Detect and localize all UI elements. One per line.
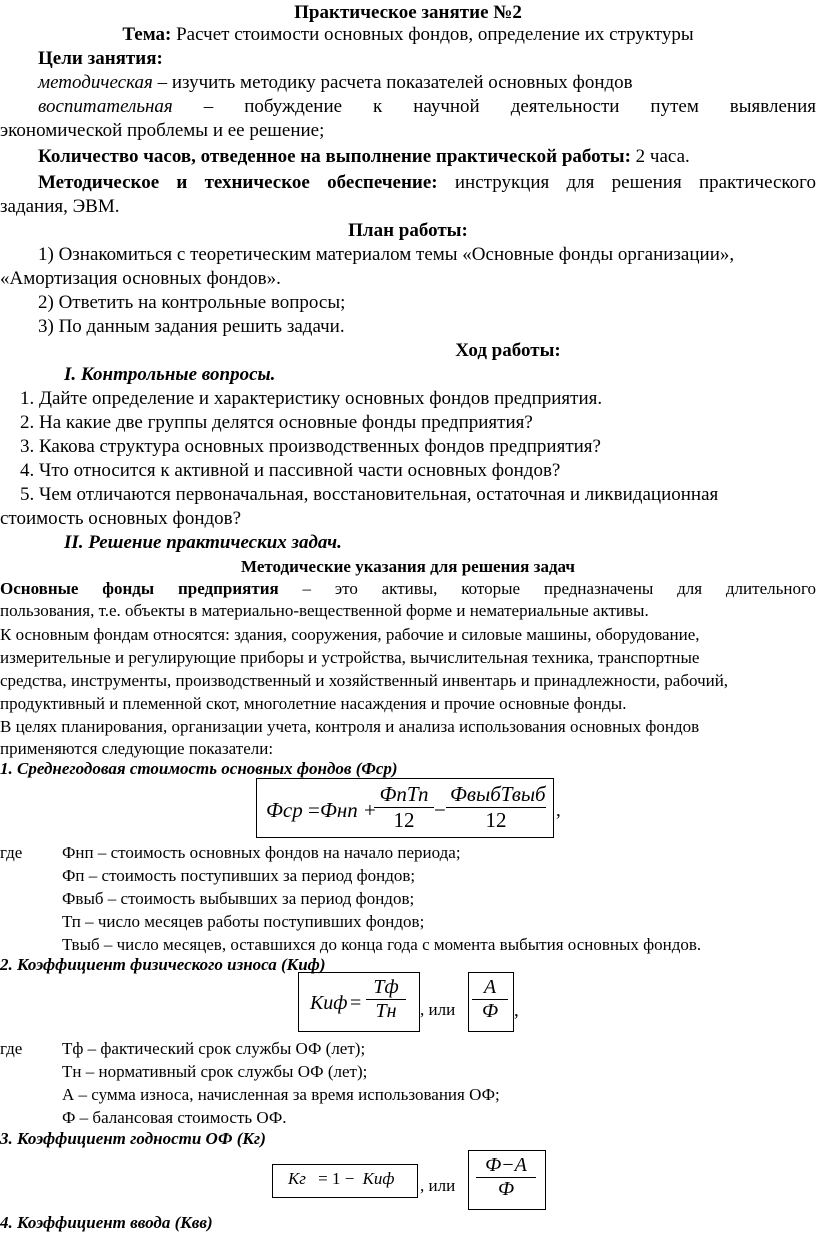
formula-2-tail: , <box>514 1000 519 1021</box>
question-1: 1. Дайте определение и характеристику основных фондов предприятия. <box>20 388 603 409</box>
question-3: 3. Какова структура основных производственных фондов предприятия? <box>20 436 601 457</box>
indicator-4-title: 4. Коэффициент ввода (Квв) <box>0 1213 213 1232</box>
formula-1-frac1 <box>374 782 434 833</box>
formula-3-rhs: Киф <box>362 1169 395 1188</box>
where-1-item-5: Твыб – число месяцев, оставшихся до конца года с момента выбытия основных фондов. <box>62 935 702 954</box>
section-1-title: I. Контрольные вопросы. <box>64 364 276 385</box>
question-5: 5. Чем отличаются первоначальная, восстановительная, остаточная и ликвидационная <box>20 484 719 505</box>
formula-3-alt-num: Ф−А <box>476 1154 536 1178</box>
definition-text: – это активы, которые предназначены для длительного <box>278 579 816 598</box>
assets-list-4: продуктивный и племенной скот, многолетние насаждения и прочие основные фонды. <box>0 694 627 713</box>
goal2-label: воспитательная <box>38 96 173 117</box>
formula-3-lhs: Кг <box>288 1169 306 1188</box>
formula-2-num: Тф <box>366 976 406 1000</box>
indicators-intro-1: В целях планирования, организации учета, контроля и анализа использования основных фондов <box>0 717 700 736</box>
topic-text: Расчет стоимости основных фондов, определение их структуры <box>171 24 694 45</box>
where-1-item-1: Фнп – стоимость основных фондов на начало периода; <box>62 843 461 862</box>
where-1-item-4: Тп – число месяцев работы поступивших фондов; <box>62 912 425 931</box>
question-2: 2. На какие две группы делятся основные фонды предприятия? <box>20 412 533 433</box>
goals-label: Цели занятия: <box>38 48 163 69</box>
support-text: инструкция для решения практического <box>437 172 816 193</box>
formula-1-den2: 12 <box>485 808 507 832</box>
formula-3-or: , или <box>420 1176 456 1195</box>
formula-3 <box>288 1169 394 1189</box>
support-continuation: задания, ЭВМ. <box>0 196 120 217</box>
formula-3-eq: = 1 − <box>318 1169 355 1188</box>
page-title: Практическое занятие №2 <box>294 2 522 23</box>
formula-1-tail: , <box>556 800 561 821</box>
formula-2-eq: = <box>350 992 362 1014</box>
formula-1-num1: ФпТп <box>374 782 434 808</box>
support-line <box>0 172 816 194</box>
formula-2-alt-frac <box>472 976 508 1023</box>
definition-line <box>0 578 816 600</box>
hours-value: 2 часа. <box>630 146 690 167</box>
assets-list-2: измерительные и регулирующие приборы и устройства, вычислительная техника, транспортные <box>0 648 700 667</box>
goal1-text: – изучить методику расчета показателей основных фондов <box>152 72 633 93</box>
progress-title: Ход работы: <box>455 340 561 361</box>
assets-list-3: средства, инструменты, производственный и хозяйственный инвентарь и принадлежности, рабочий, <box>0 671 729 690</box>
formula-1-term1: Фнп <box>320 798 358 822</box>
indicator-2-title: 2. Коэффициент физического износа (Киф) <box>0 955 326 974</box>
indicator-3-title: 3. Коэффициент годности ОФ (Кг) <box>0 1129 266 1148</box>
plan-item-1-continuation: «Амортизация основных фондов». <box>0 268 281 289</box>
topic-line <box>0 24 816 46</box>
formula-2-alt-den: Ф <box>481 1000 499 1022</box>
formula-3-alt-den: Ф <box>497 1178 515 1200</box>
where-2-item-4: Ф – балансовая стоимость ОФ. <box>62 1108 287 1127</box>
goal-methodical <box>0 72 816 94</box>
where-1-item-2: Фп – стоимость поступивших за период фондов; <box>62 866 416 885</box>
goal1-label: методическая <box>38 72 153 93</box>
question-4: 4. Что относится к активной и пассивной части основных фондов? <box>20 460 561 481</box>
formula-2-alt-num: А <box>472 976 508 1000</box>
goal2-continuation: экономической проблемы и ее решение; <box>0 120 325 141</box>
definition-continuation: пользования, т.е. объекты в материально-вещественной форме и нематериальные активы. <box>0 601 649 620</box>
method-title: Методические указания для решения задач <box>241 557 575 576</box>
plan-item-1: 1) Ознакомиться с теоретическим материалом темы «Основные фонды организации», <box>38 244 735 265</box>
plan-item-3: 3) По данным задания решить задачи. <box>38 316 345 337</box>
plan-title: План работы: <box>348 220 468 241</box>
where-1-line-1 <box>0 842 816 864</box>
hours-line <box>0 146 816 168</box>
formula-2-frac <box>366 976 406 1023</box>
section-2-title: II. Решение практических задач. <box>64 532 342 553</box>
formula-2-lhs: Киф <box>310 992 348 1014</box>
formula-2-or: , или <box>420 1000 456 1019</box>
formula-2-den: Тн <box>375 1000 397 1022</box>
where-label-2: где <box>0 1039 23 1058</box>
formula-1-num2: ФвыбТвыб <box>446 782 546 808</box>
assets-list-1: К основным фондам относятся: здания, сооружения, рабочие и силовые машины, оборудование, <box>0 625 700 644</box>
where-2-item-1: Тф – фактический срок службы ОФ (лет); <box>62 1039 366 1058</box>
formula-1-eq: = <box>308 798 320 822</box>
formula-1-minus: − <box>434 798 446 822</box>
formula-1-lhs: Фср <box>266 798 303 822</box>
formula-1-plus: + <box>364 798 376 822</box>
goal2-text: – побуждение к научной деятельности путем выявления <box>172 96 816 117</box>
where-2-item-3: А – сумма износа, начисленная за время использования ОФ; <box>62 1085 500 1104</box>
topic-label: Тема: <box>122 24 172 45</box>
formula-3-alt-frac <box>476 1154 536 1201</box>
plan-item-2: 2) Ответить на контрольные вопросы; <box>38 292 346 313</box>
question-5-continuation: стоимость основных фондов? <box>0 508 242 529</box>
where-2-line-1 <box>0 1038 816 1060</box>
definition-label: Основные фонды предприятия <box>0 579 279 598</box>
indicator-1-title: 1. Среднегодовая стоимость основных фондов (Фср) <box>0 759 398 778</box>
where-1-item-3: Фвыб – стоимость выбывших за период фондов; <box>62 889 415 908</box>
where-label-1: где <box>0 843 23 862</box>
formula-1-frac2 <box>446 782 546 833</box>
where-2-item-2: Тн – нормативный срок службы ОФ (лет); <box>62 1062 368 1081</box>
goal-educational <box>0 96 816 118</box>
formula-1-den1: 12 <box>393 808 415 832</box>
indicators-intro-2: применяются следующие показатели: <box>0 739 274 758</box>
hours-label: Количество часов, отведенное на выполнение практической работы: <box>38 146 631 167</box>
support-label: Методическое и техническое обеспечение: <box>38 172 438 193</box>
